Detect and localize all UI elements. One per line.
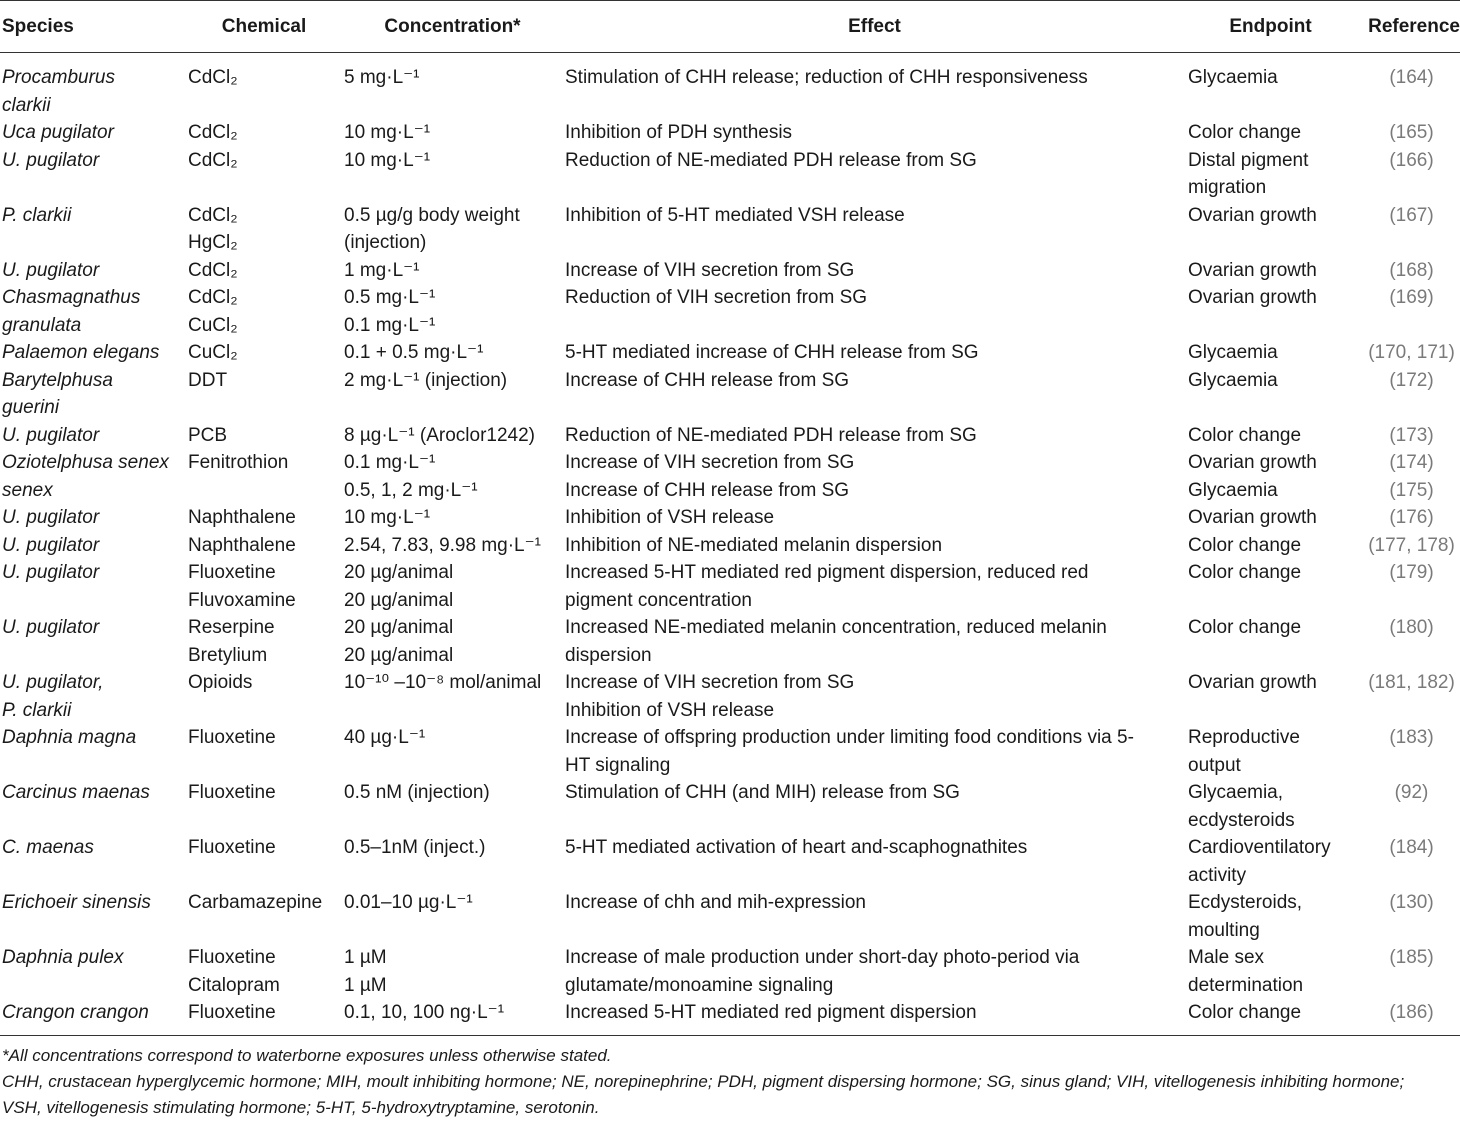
species-cell-line: U. pugilator xyxy=(2,149,100,171)
endpoint-cell-line: Color change xyxy=(1188,562,1302,583)
species-cell xyxy=(0,724,186,779)
col-header-species: Species xyxy=(0,1,186,53)
chemical-cell-line: CdCl₂ xyxy=(188,67,238,88)
species-cell xyxy=(0,532,186,560)
effect-cell-line: Stimulation of CHH (and MIH) release from SG xyxy=(565,782,960,803)
endpoint-cell xyxy=(1186,367,1355,422)
species-cell xyxy=(0,284,186,339)
col-header-chemical: Chemical xyxy=(186,1,342,53)
effect-cell-line: Increase of male production under short-day photo-period via xyxy=(565,947,1080,968)
species-cell xyxy=(0,559,186,614)
endpoint-cell xyxy=(1186,477,1355,505)
concentration-cell-line: 0.1 mg·L⁻¹ xyxy=(344,314,436,336)
concentration-cell-line: 8 µg·L⁻¹ (Aroclor1242) xyxy=(344,424,535,446)
effect-cell xyxy=(563,449,1186,477)
concentration-cell xyxy=(342,669,563,724)
chemical-cell xyxy=(186,119,342,147)
concentration-cell-line: 0.1 + 0.5 mg·L⁻¹ xyxy=(344,342,484,363)
chemical-cell xyxy=(186,147,342,202)
table-row xyxy=(0,202,1460,257)
endpoint-cell xyxy=(1186,559,1355,614)
chemical-cell-line: CdCl₂ xyxy=(188,149,238,171)
reference-link[interactable]: (164) xyxy=(1389,67,1434,88)
effect-cell xyxy=(563,147,1186,202)
endpoint-cell-line: output xyxy=(1188,754,1241,776)
table-row xyxy=(0,614,1460,669)
concentration-cell-line: 40 µg·L⁻¹ xyxy=(344,727,426,748)
effect-cell-line: dispersion xyxy=(565,644,652,666)
chemical-cell-line: HgCl₂ xyxy=(188,232,238,253)
species-cell-line: Palaemon elegans xyxy=(2,342,160,363)
species-cell-line: clarkii xyxy=(2,94,51,116)
species-cell-line: U. pugilator xyxy=(2,507,100,528)
reference-link[interactable]: (130) xyxy=(1389,892,1434,913)
chemical-cell-line: Bretylium xyxy=(188,644,268,666)
reference-link[interactable]: (175) xyxy=(1389,479,1434,501)
header-row xyxy=(0,1,1460,53)
table-row xyxy=(0,834,1460,889)
col-header-effect: Effect xyxy=(563,1,1186,53)
chemical-cell xyxy=(186,999,342,1035)
species-cell-line: U. pugilator xyxy=(2,424,100,446)
endpoint-cell-line: Cardioventilatory xyxy=(1188,837,1331,858)
effect-cell xyxy=(563,889,1186,944)
table-row xyxy=(0,944,1460,999)
species-cell-line: U. pugilator, xyxy=(2,672,104,693)
concentration-cell xyxy=(342,339,563,367)
endpoint-cell xyxy=(1186,422,1355,450)
effect-cell xyxy=(563,779,1186,834)
effect-cell xyxy=(563,422,1186,450)
chemical-cell xyxy=(186,202,342,257)
effect-cell xyxy=(563,119,1186,147)
chemical-cell-line: Carbamazepine xyxy=(188,892,323,913)
reference-link[interactable]: (177, 178) xyxy=(1368,534,1455,556)
endpoint-cell-line: migration xyxy=(1188,177,1267,198)
species-cell xyxy=(0,257,186,285)
effect-cell xyxy=(563,944,1186,999)
species-cell-line: Daphnia pulex xyxy=(2,947,124,968)
chemical-cell-line: Naphthalene xyxy=(188,507,296,528)
concentration-cell-line: 10 mg·L⁻¹ xyxy=(344,122,431,143)
effect-cell xyxy=(563,724,1186,779)
table-row xyxy=(0,669,1460,724)
table-row xyxy=(0,999,1460,1035)
concentration-cell xyxy=(342,202,563,257)
species-cell-line: senex xyxy=(2,479,53,501)
species-cell-line: P. clarkii xyxy=(2,699,72,721)
concentration-cell-line: 0.1, 10, 100 ng·L⁻¹ xyxy=(344,1002,505,1023)
concentration-cell-line: 0.5, 1, 2 mg·L⁻¹ xyxy=(344,479,478,501)
concentration-cell xyxy=(342,944,563,999)
reference-link[interactable]: (183) xyxy=(1389,727,1434,748)
endpoint-cell xyxy=(1186,119,1355,147)
col-header-reference: Reference xyxy=(1355,1,1460,53)
chemical-cell-line: CdCl₂ xyxy=(188,204,238,226)
concentration-cell-line: 20 µg/animal xyxy=(344,617,454,638)
chemical-cell xyxy=(186,284,342,339)
endpoint-cell-line: Glycaemia xyxy=(1188,342,1278,363)
footnote: *All concentrations correspond to waterborne exposures unless otherwise stated. xyxy=(2,1045,612,1065)
effect-cell-line: Increased NE-mediated melanin concentration, reduced melanin xyxy=(565,617,1107,638)
endpoint-cell xyxy=(1186,284,1355,339)
chemical-cell-line: CdCl₂ xyxy=(188,259,238,281)
reference-link[interactable]: (172) xyxy=(1389,369,1434,391)
effect-cell-line: Increase of chh and mih-expression xyxy=(565,892,866,913)
concentration-cell xyxy=(342,422,563,450)
endpoint-cell-line: Ovarian growth xyxy=(1188,259,1317,281)
reference-link[interactable]: (173) xyxy=(1389,424,1434,446)
effect-cell xyxy=(563,339,1186,367)
effect-cell xyxy=(563,834,1186,889)
effect-cell-line: Reduction of NE-mediated PDH release from SG xyxy=(565,424,977,446)
chemical-cell-line: Fluoxetine xyxy=(188,947,276,968)
endpoint-cell xyxy=(1186,724,1355,779)
effect-cell xyxy=(563,257,1186,285)
effect-cell-line: Increase of VIH secretion from SG xyxy=(565,452,855,473)
effect-cell xyxy=(563,477,1186,505)
endpoint-cell xyxy=(1186,944,1355,999)
species-cell xyxy=(0,53,186,120)
effect-cell-line: Increased 5-HT mediated red pigment dispersion xyxy=(565,1002,977,1023)
concentration-cell xyxy=(342,119,563,147)
endpoint-cell xyxy=(1186,532,1355,560)
chemical-cell-line: Opioids xyxy=(188,672,253,693)
concentration-cell xyxy=(342,147,563,202)
concentration-cell xyxy=(342,449,563,477)
species-cell-line: Oziotelphusa senex xyxy=(2,452,169,473)
species-cell xyxy=(0,504,186,532)
chemical-cell xyxy=(186,449,342,477)
endpoint-cell-line: Reproductive xyxy=(1188,727,1300,748)
endpoint-cell-line: Color change xyxy=(1188,617,1302,638)
endpoint-cell xyxy=(1186,504,1355,532)
species-cell xyxy=(0,147,186,202)
chemical-cell xyxy=(186,779,342,834)
concentration-cell xyxy=(342,834,563,889)
table-row xyxy=(0,477,1460,505)
chemical-cell xyxy=(186,724,342,779)
chemical-cell-line: Naphthalene xyxy=(188,534,296,556)
reference-link[interactable]: (185) xyxy=(1389,947,1434,968)
concentration-cell-line: 0.5–1nM (inject.) xyxy=(344,837,486,858)
endpoint-cell xyxy=(1186,669,1355,724)
species-cell xyxy=(0,889,186,944)
concentration-cell-line: 1 µM xyxy=(344,947,387,968)
chemical-cell-line: CdCl₂ xyxy=(188,287,238,308)
table-row xyxy=(0,284,1460,339)
species-cell xyxy=(0,669,186,724)
effect-cell-line: Reduction of VIH secretion from SG xyxy=(565,287,868,308)
reference-link[interactable]: (179) xyxy=(1389,562,1434,583)
effect-cell-line: pigment concentration xyxy=(565,589,752,611)
chemical-cell xyxy=(186,559,342,614)
species-cell-line: Daphnia magna xyxy=(2,727,137,748)
concentration-cell-line: 0.5 mg·L⁻¹ xyxy=(344,287,436,308)
chemical-cell xyxy=(186,257,342,285)
species-cell xyxy=(0,202,186,257)
concentration-cell-line: 20 µg/animal xyxy=(344,562,454,583)
effect-cell-line: Stimulation of CHH release; reduction of CHH responsiveness xyxy=(565,67,1088,88)
effect-cell-line: Inhibition of VSH release xyxy=(565,699,775,721)
concentration-cell-line: 1 µM xyxy=(344,974,387,996)
endpoint-cell xyxy=(1186,999,1355,1035)
endpoint-cell-line: Glycaemia xyxy=(1188,479,1278,501)
species-cell-line: C. maenas xyxy=(2,837,94,858)
chemical-cell xyxy=(186,422,342,450)
species-cell-line: U. pugilator xyxy=(2,534,100,556)
reference-link[interactable]: (181, 182) xyxy=(1368,672,1455,693)
species-cell-line: U. pugilator xyxy=(2,617,100,638)
table-row xyxy=(0,367,1460,422)
species-cell xyxy=(0,339,186,367)
chemical-cell-line: CuCl₂ xyxy=(188,314,238,336)
species-cell xyxy=(0,999,186,1035)
effect-cell-line: Increase of VIH secretion from SG xyxy=(565,259,855,281)
table-row xyxy=(0,779,1460,834)
chemical-cell-line: Fluoxetine xyxy=(188,727,276,748)
endpoint-cell-line: Glycaemia, xyxy=(1188,782,1284,803)
species-cell xyxy=(0,779,186,834)
species-cell-line: guerini xyxy=(2,397,60,418)
effect-cell-line: Inhibition of 5-HT mediated VSH release xyxy=(565,204,905,226)
chemical-cell-line: DDT xyxy=(188,369,228,391)
chemical-cell-line: Fluoxetine xyxy=(188,837,276,858)
table-row xyxy=(0,339,1460,367)
endpoint-cell xyxy=(1186,257,1355,285)
chemical-cell xyxy=(186,669,342,724)
chemical-cell-line: Fenitrothion xyxy=(188,452,289,473)
effect-cell-line: Increase of CHH release from SG xyxy=(565,479,850,501)
chemical-cell xyxy=(186,834,342,889)
effect-cell-line: 5-HT mediated increase of CHH release from SG xyxy=(565,342,979,363)
concentration-cell-line: (injection) xyxy=(344,232,427,253)
col-header-endpoint: Endpoint xyxy=(1186,1,1355,53)
chemical-cell xyxy=(186,889,342,944)
chemical-cell-line: Fluoxetine xyxy=(188,1002,276,1023)
chemical-cell xyxy=(186,339,342,367)
endpoint-cell-line: moulting xyxy=(1188,919,1260,941)
reference-link[interactable]: (168) xyxy=(1389,259,1434,281)
effect-cell xyxy=(563,504,1186,532)
table-row xyxy=(0,147,1460,202)
chemical-cell-line: CuCl₂ xyxy=(188,342,238,363)
col-header-concentration: Concentration* xyxy=(342,1,563,53)
chemical-cell xyxy=(186,944,342,999)
species-cell xyxy=(0,834,186,889)
table-row xyxy=(0,532,1460,560)
species-cell-line: Procamburus xyxy=(2,67,115,88)
species-cell-line: Barytelphusa xyxy=(2,369,113,391)
concentration-cell xyxy=(342,532,563,560)
table-row xyxy=(0,119,1460,147)
endpoint-cell xyxy=(1186,147,1355,202)
concentration-cell-line: 10 mg·L⁻¹ xyxy=(344,149,431,171)
chemical-cell-line: PCB xyxy=(188,424,228,446)
concentration-cell xyxy=(342,559,563,614)
endpoint-cell-line: determination xyxy=(1188,974,1304,996)
endpoint-cell-line: Glycaemia xyxy=(1188,67,1278,88)
concentration-cell-line: 1 mg·L⁻¹ xyxy=(344,259,420,281)
concentration-cell-line: 20 µg/animal xyxy=(344,644,454,666)
reference-link[interactable]: (165) xyxy=(1389,122,1434,143)
species-cell-line: U. pugilator xyxy=(2,562,100,583)
effect-cell xyxy=(563,532,1186,560)
concentration-cell xyxy=(342,504,563,532)
effect-cell-line: glutamate/monoamine signaling xyxy=(565,974,834,996)
endpoint-cell-line: Color change xyxy=(1188,424,1302,446)
effect-cell xyxy=(563,999,1186,1035)
chemical-cell xyxy=(186,53,342,120)
effect-cell-line: Increase of CHH release from SG xyxy=(565,369,850,391)
chemical-cell-line: Fluvoxamine xyxy=(188,589,296,611)
endpoint-cell-line: Ovarian growth xyxy=(1188,204,1317,226)
effect-cell-line: Increased 5-HT mediated red pigment dispersion, reduced red xyxy=(565,562,1089,583)
chemical-cell xyxy=(186,504,342,532)
species-cell-line: Crangon crangon xyxy=(2,1002,149,1023)
concentration-cell xyxy=(342,889,563,944)
concentration-cell-line: 2 mg·L⁻¹ (injection) xyxy=(344,369,508,391)
concentration-cell-line: 0.1 mg·L⁻¹ xyxy=(344,452,436,473)
effect-cell xyxy=(563,669,1186,724)
chemical-cell xyxy=(186,477,342,505)
species-cell xyxy=(0,367,186,422)
reference-link[interactable]: (176) xyxy=(1389,507,1434,528)
endpoint-cell-line: Ovarian growth xyxy=(1188,507,1317,528)
species-cell-line: Erichoeir sinensis xyxy=(2,892,151,913)
chemical-cell-line: CdCl₂ xyxy=(188,122,238,143)
reference-link[interactable]: (186) xyxy=(1355,999,1460,1035)
chemical-cell-line: Fluoxetine xyxy=(188,562,276,583)
species-cell-line: Chasmagnathus xyxy=(2,287,141,308)
endpoint-cell-line: Color change xyxy=(1188,122,1302,143)
table-row xyxy=(0,53,1460,120)
reference-link[interactable]: (184) xyxy=(1389,837,1434,858)
table-row xyxy=(0,422,1460,450)
endpoint-cell xyxy=(1186,834,1355,889)
endpoint-cell xyxy=(1186,779,1355,834)
concentration-cell xyxy=(342,284,563,339)
effect-cell xyxy=(563,614,1186,669)
endpoint-cell-line: ecdysteroids xyxy=(1188,809,1295,831)
concentration-cell xyxy=(342,999,563,1035)
footnote: CHH, crustacean hyperglycemic hormone; MIH, moult inhibiting hormone; NE, norepinephrine; PDH, pigment dispersing hormone; SG, sinus gland; VIH, vitellogenesis inhibiting hormone; xyxy=(2,1071,1405,1091)
endpoint-cell xyxy=(1186,449,1355,477)
reference-link[interactable]: (166) xyxy=(1389,149,1434,171)
effect-cell-line: 5-HT mediated activation of heart and-scaphognathites xyxy=(565,837,1028,858)
effect-cell-line: Increase of offspring production under limiting food conditions via 5- xyxy=(565,727,1134,748)
reference-link[interactable]: (170, 171) xyxy=(1368,342,1455,363)
chemical-cell-line: Citalopram xyxy=(188,974,280,996)
effect-cell-line: Inhibition of NE-mediated melanin dispersion xyxy=(565,534,943,556)
species-cell xyxy=(0,477,186,505)
endpoint-cell xyxy=(1186,614,1355,669)
species-cell xyxy=(0,422,186,450)
species-cell xyxy=(0,449,186,477)
endpoint-cell xyxy=(1186,202,1355,257)
table-row xyxy=(0,889,1460,944)
endpoint-cell xyxy=(1186,889,1355,944)
effect-cell xyxy=(563,367,1186,422)
chemical-cell xyxy=(186,532,342,560)
concentration-cell-line: 5 mg·L⁻¹ xyxy=(344,67,420,88)
reference-link[interactable]: (180) xyxy=(1389,617,1434,638)
species-cell xyxy=(0,614,186,669)
endpoint-cell-line: activity xyxy=(1188,864,1247,886)
species-cell-line: Carcinus maenas xyxy=(2,782,150,803)
endpoint-cell xyxy=(1186,53,1355,120)
reference-link[interactable]: (92) xyxy=(1394,782,1429,803)
concentration-cell-line: 0.01–10 µg·L⁻¹ xyxy=(344,892,473,913)
table-row xyxy=(0,449,1460,477)
table-row xyxy=(0,559,1460,614)
effect-cell-line: Increase of VIH secretion from SG xyxy=(565,672,855,693)
effect-cell-line: HT signaling xyxy=(565,754,671,776)
reference-link[interactable]: (174) xyxy=(1389,452,1434,473)
concentration-cell-line: 0.5 µg/g body weight xyxy=(344,204,520,226)
endpoint-cell-line: Ovarian growth xyxy=(1188,287,1317,308)
footnote: VSH, vitellogenesis stimulating hormone; 5-HT, 5-hydroxytryptamine, serotonin. xyxy=(2,1097,600,1117)
endpoint-cell-line: Color change xyxy=(1188,534,1302,556)
endpoint-cell-line: Distal pigment xyxy=(1188,149,1309,171)
species-cell xyxy=(0,119,186,147)
concentration-cell-line: 2.54, 7.83, 9.98 mg·L⁻¹ xyxy=(344,534,541,556)
table-row xyxy=(0,724,1460,779)
concentration-cell-line: 10 mg·L⁻¹ xyxy=(344,507,431,528)
concentration-cell-line: 20 µg/animal xyxy=(344,589,454,611)
concentration-cell xyxy=(342,53,563,120)
chemical-cell xyxy=(186,367,342,422)
endpoint-cell-line: Glycaemia xyxy=(1188,369,1278,391)
effect-cell-line: Inhibition of VSH release xyxy=(565,507,775,528)
concentration-cell-line: 10⁻¹⁰ –10⁻⁸ mol/animal xyxy=(344,672,542,693)
effect-cell-line: Inhibition of PDH synthesis xyxy=(565,122,793,143)
endpoint-cell xyxy=(1186,339,1355,367)
table-footnotes xyxy=(0,1043,1460,1121)
effect-cell xyxy=(563,284,1186,339)
effect-cell xyxy=(563,559,1186,614)
table-row xyxy=(0,257,1460,285)
chemical-cell-line: Fluoxetine xyxy=(188,782,276,803)
concentration-cell xyxy=(342,779,563,834)
reference-link[interactable]: (169) xyxy=(1389,287,1434,308)
chemical-cell xyxy=(186,614,342,669)
concentration-cell xyxy=(342,257,563,285)
concentration-cell xyxy=(342,724,563,779)
reference-link[interactable]: (167) xyxy=(1389,204,1434,226)
table-row xyxy=(0,504,1460,532)
species-cell-line: Uca pugilator xyxy=(2,122,114,143)
species-cell-line: P. clarkii xyxy=(2,204,72,226)
effect-cell xyxy=(563,202,1186,257)
effect-cell-line: Reduction of NE-mediated PDH release from SG xyxy=(565,149,977,171)
concentration-cell xyxy=(342,367,563,422)
concentration-cell xyxy=(342,477,563,505)
endpoint-cell-line: Color change xyxy=(1188,1002,1302,1023)
effect-cell xyxy=(563,53,1186,120)
endpoint-cell-line: Ovarian growth xyxy=(1188,672,1317,693)
concentration-cell-line: 0.5 nM (injection) xyxy=(344,782,490,803)
chemical-cell-line: Reserpine xyxy=(188,617,275,638)
species-cell xyxy=(0,944,186,999)
species-cell-line: U. pugilator xyxy=(2,259,100,281)
species-cell-line: granulata xyxy=(2,314,82,336)
endpoint-cell-line: Male sex xyxy=(1188,947,1265,968)
concentration-cell xyxy=(342,614,563,669)
endpoint-cell-line: Ovarian growth xyxy=(1188,452,1317,473)
endpoint-cell-line: Ecdysteroids, xyxy=(1188,892,1303,913)
